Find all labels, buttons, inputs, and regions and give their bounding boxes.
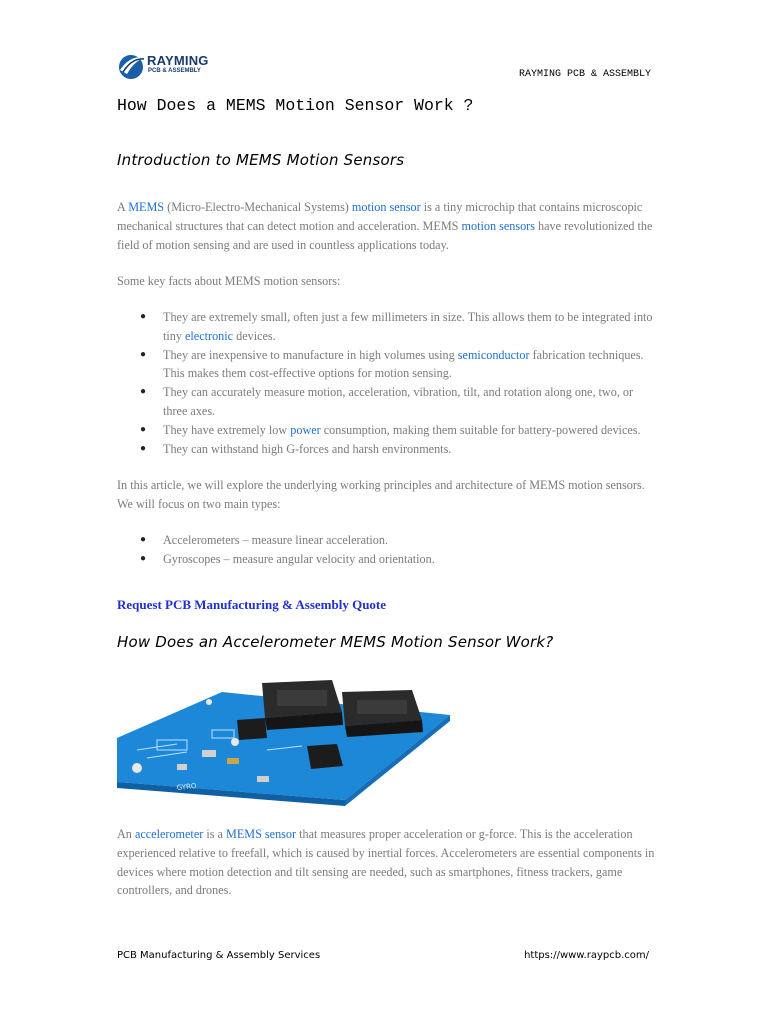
inline-link[interactable]: MEMS sensor [225,827,297,841]
list-item [117,440,657,459]
inline-link[interactable]: semiconductor [457,347,530,362]
inline-link[interactable]: electronic [185,328,234,343]
bullet-icon: ● [140,348,147,360]
pcb-sensor-image [117,680,450,808]
list-item [117,550,657,569]
text-run: They have extremely low [163,422,291,437]
inline-link[interactable]: power [290,422,321,437]
text-run: is a tiny microchip that contains microscopic mechanical structures that can detect motion and acceleration. MEMS [117,200,643,233]
footer-website-link[interactable]: https://www.raypcb.com/ [524,950,649,961]
text-run: fabrication techniques. This makes them cost-effective options for motion sensing. [163,347,644,381]
text-run: consumption, making them suitable for battery-powered devices. [320,422,641,437]
text-run: Gyroscopes – measure angular velocity and orientation. [163,551,435,566]
section-heading-accelerometer: How Does an Accelerometer MEMS Motion Sensor Work? [117,633,554,651]
explore-paragraph: In this article, we will explore the underlying working principles and architecture of MEMS motion sensors. We will focus on two main types: [117,478,645,511]
text-run: Accelerometers – measure linear acceleration. [163,533,388,547]
list-item [117,421,657,440]
text-run: is a [203,827,226,841]
text-run: devices. [233,328,276,343]
text-run: have revolutionized the field of motion sensing and are used in countless applications today. [117,218,653,252]
header-brand-text: RAYMING PCB & ASSEMBLY [518,69,651,80]
logo-wordmark: RAYMING [147,53,209,68]
bullet-icon: ● [140,534,147,545]
text-run: A [117,200,129,214]
list-item [117,346,657,384]
logo-subtitle: PCB & ASSEMBLY [148,68,201,74]
board-silkscreen-label: GYRO [176,781,197,792]
bullet-icon: ● [140,386,147,398]
bullet-icon: ● [140,442,147,454]
text-run: that measures proper acceleration or g-force. This is the acceleration experienced relative to freefall, which is caused by inertial forces. Accelerometers are essential components in devices where motion detection and tilt sensing are needed, such as smartphones, fitness trackers, game controllers, and drones. [117,827,655,898]
key-facts-lead: Some key facts about MEMS motion sensors: [117,274,341,288]
sensor-types-list [117,531,657,569]
list-item [117,308,657,346]
footer-services-text: PCB Manufacturing & Assembly Services [117,950,321,961]
intro-paragraph [117,198,657,254]
page-title: How Does a MEMS Motion Sensor Work ? [117,96,474,115]
list-item [117,383,657,421]
request-quote-link[interactable]: Request PCB Manufacturing & Assembly Quote [117,597,387,612]
section-heading-introduction: Introduction to MEMS Motion Sensors [117,151,405,169]
key-facts-list [117,308,657,458]
inline-link[interactable]: MEMS [128,200,165,214]
text-run: They are extremely small, often just a few millimeters in size. This allows them to be integrated into tiny [163,310,653,343]
inline-link[interactable]: accelerometer [134,827,204,841]
rayming-logo-icon [117,50,147,82]
bullet-icon: ● [140,552,147,564]
text-run: (Micro-Electro-Mechanical Systems) [164,200,352,214]
text-run: They can accurately measure motion, acceleration, vibration, tilt, and rotation along one, two, or three axes. [163,385,634,418]
bullet-icon: ● [140,423,147,435]
text-run: An [117,827,135,841]
text-run: They are inexpensive to manufacture in high volumes using [163,347,458,362]
inline-link[interactable]: motion sensors [461,218,535,233]
bullet-icon: ● [140,311,147,322]
rayming-logo [117,50,227,82]
accelerometer-paragraph [117,825,657,900]
inline-link[interactable]: motion sensor [351,200,421,214]
list-item [117,531,657,550]
text-run: They can withstand high G-forces and harsh environments. [163,441,452,456]
